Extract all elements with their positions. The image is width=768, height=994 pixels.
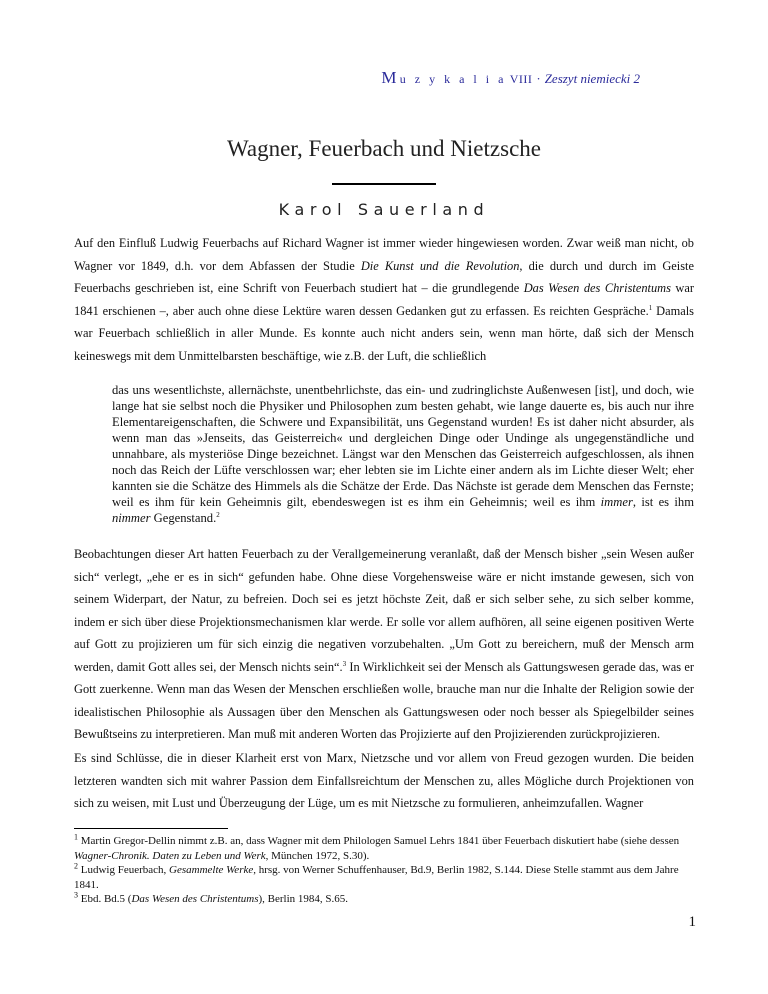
paragraph-1-text-f: Damals war Feuerbach schließlich in aller Munde. Es konnte auch nicht anders sein, wenn man hörte, daß sich der Mensch keineswegs mit dem Unmittelbarsten beschäftige, wie z.B. der Luft, die schließlich [74,303,694,363]
block-quote [112,382,694,526]
page-number: 1 [688,914,696,930]
paragraph-1-text-a: Auf den Einfluß Ludwig Feuerbachs auf Richard Wagner ist immer wieder hingewiesen worden. Zwar weiß man nicht, ob Wagner vor 1849, d.h. vor dem Abfassen der Studie [74,236,694,273]
footnote-separator [74,828,228,829]
paragraph-2 [74,543,694,746]
header-separator: · [536,71,541,86]
footnote-3-text-a: Ebd. Bd.5 ( [78,893,132,906]
footnote-3-text-c: ), Berlin 1984, S.65. [258,893,349,906]
footnote-2-number: 2 [74,861,78,871]
quote-text-a: das uns wesentlichste, allernächste, unentbehrlichste, das ein- und zudringlichste Außenwesen [ist], und doch, wie lange hat sie selbst noch die Physiker und Philosophen zum besten gehabt, wie lange dauerte es, bis auch nur ihre Elementareigenschaften, die Schwere und Expansibilität, uns Gegenstand wurden! Es ist daher nicht absurder, als wenn man das »Jenseits, das Geisterreich« und dergleichen Dinge oder Undinge als ungegenständliche und unnahbare, als mysteriöse Dinge bezeichnet. Längst war den Menschen das Geisterreich aufgeschlossen, als ihnen noch das Reich der Lüfte verschlossen war; eher lebten sie im Lichte einer andern als im Lichte dieser Welt; eher kannten sie die Schätze des Himmels als die Schätze der Erde. Das Nächste ist gerade dem Menschen das Fernste; weil es ihm für kein Geheimnis gilt, ebendeswegen ist es ihm ein Geheimnis; weil es ihm [112,383,694,509]
footnote-2-work-title: Gesammelte Werke [169,864,254,877]
quote-text-e: Gegenstand. [150,511,217,525]
footnote-ref-1[interactable]: 1 [648,303,653,312]
footnote-3-work-title: Das Wesen des Christentums [131,893,259,906]
article-title: Wagner, Feuerbach und Nietzsche [227,136,541,161]
footnote-1-number: 1 [74,832,78,842]
paragraph-2-text-a: Beobachtungen dieser Art hatten Feuerbach zu der Verallgemeinerung veranlaßt, daß der Mensch bisher „sein Wesen außer sich“ verlegt, „ehe er es in sich“ gefunden habe. Ohne diese Vorgehensweise wäre er nicht imstande gewesen, sich von seinem Widerpart, der Natur, zu befreien. Doch sei es jetzt höchste Zeit, daß er sich selber sehe, zu sich selber komme, indem er sich über diese Projektionsmechanismen klar werde. Er solle vor allem aufhören, all seine eigenen positiven Werte auf Gott zu projizieren um für sich einzig die negativen vorzubehalten. „Um Gott zu bereichern, muß der Mensch arm werden, damit Gott alles sei, der Mensch nichts sein“. [74,547,694,674]
footnote-2-text-a: Ludwig Feuerbach, [78,864,170,877]
header-issue: Zeszyt niemiecki 2 [544,71,640,86]
footnote-ref-3[interactable]: 3 [342,659,347,668]
title-rule [332,183,436,185]
footnote-ref-2[interactable]: 2 [216,510,220,519]
footnote-1-work-title: Wagner-Chronik. Daten zu Leben und Werk [74,849,266,862]
footnote-1 [74,834,694,863]
paragraph-1 [74,232,694,367]
quote-text-c: , ist es ihm [632,495,695,509]
paragraph-3: Es sind Schlüsse, die in dieser Klarheit erst von Marx, Nietzsche und vor allem von Freud gezogen wurden. Die beiden letzteren wandten sich mit wahrer Passion dem Einfallsreichtum der Menschen zu, alles Mögliche durch Projektionen von sich zu weisen, mit Lust und Überzeugung der Lüge, um es mit Nietzsche zu formulieren, anheimzufallen. Wagner [74,751,694,810]
footnote-2 [74,863,694,892]
author-name: Karol Sauerland [278,200,490,219]
quote-emphasis-nimmer: nimmer [112,511,151,525]
footnote-3 [74,892,694,907]
paragraph-2-text-b: In Wirklichkeit sei der Mensch als Gattungswesen gerade das, was er Gott zuerkenne. Wenn man das Wesen der Menschen erschließen wolle, brauche man nur die Inhalte der Religion sowie der idealistischen Philosophie als Aussagen über den Menschen als Gattungswesen oder noch besser als Spiegelbilder seines Bewußtseins zu interpretieren. Man muß mit anderen Worten das Projizierte auf den Projizierenden zurückprojizieren. [74,659,694,741]
work-title-wesen-christentums: Das Wesen des Christentums [523,281,671,295]
work-title-kunst-revolution: Die Kunst und die Revolution [360,258,520,273]
header-journal-name: u z y k a l i a [399,72,507,86]
running-header [381,68,640,88]
header-initial: M [381,68,397,87]
footnote-1-text-c: , München 1972, S.30). [265,849,370,862]
paragraph-1-text-c: , die durch und durch im Geiste Feuerbachs geschrieben ist, eine Schrift von Feuerbach studiert hat – die grundlegende [74,258,694,295]
footnote-2-text-c: , hrsg. von Werner Schuffenhauser, Bd.9, Berlin 1982, S.144. Diese Stelle stammt aus dem Jahre 1841. [74,864,679,891]
header-volume: VIII [509,72,533,86]
footnotes [74,834,694,907]
paragraph-1-text-e: war 1841 erschienen –, aber auch ohne diese Lektüre waren dessen Gedanken gut zu erfassen. Es reichten Gespräche. [74,281,694,318]
footnote-3-number: 3 [74,890,78,900]
footnote-1-text-a: Martin Gregor-Dellin nimmt z.B. an, dass Wagner mit dem Philologen Samuel Lehrs 1841 über Feuerbach diskutiert habe (siehe dessen [78,835,680,847]
quote-emphasis-immer: immer [600,495,633,509]
